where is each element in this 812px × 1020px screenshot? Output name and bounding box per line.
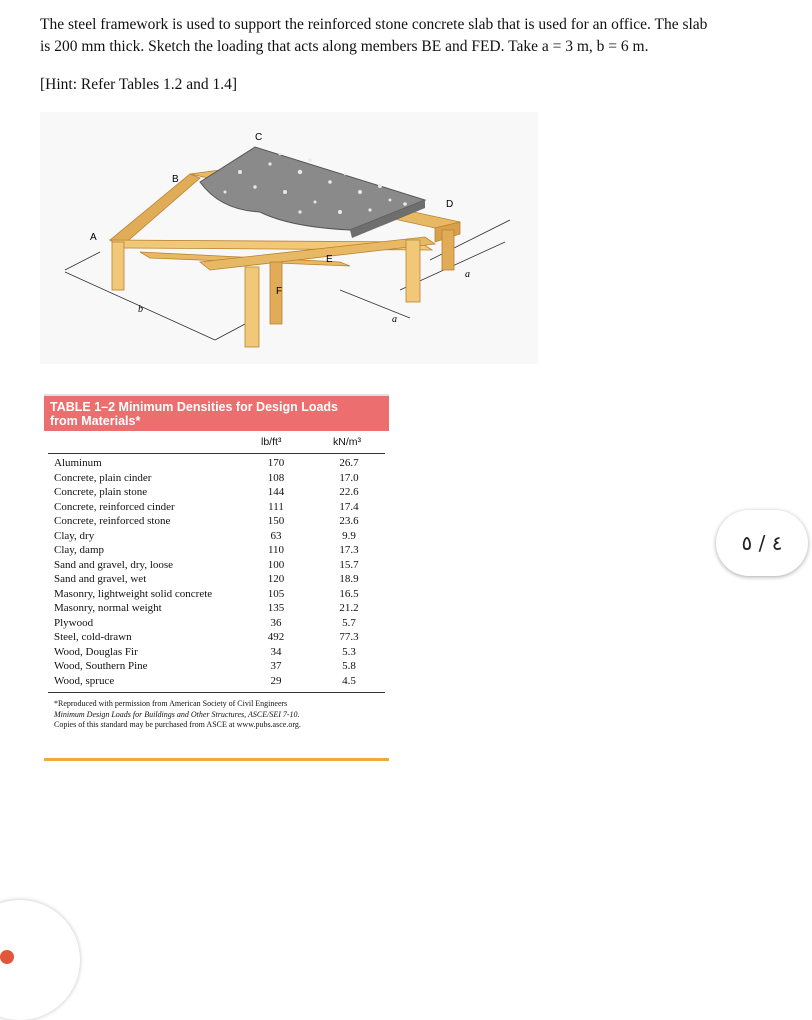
column-a [112, 242, 124, 290]
corner-indicator [0, 950, 14, 964]
row-lb: 150 [267, 515, 285, 527]
row-kn: 9.9 [342, 529, 356, 542]
col-header-lb: lb/ft³ [261, 436, 282, 448]
problem-statement [40, 14, 780, 58]
row-name: Masonry, lightweight solid concrete [54, 587, 213, 600]
row-lb: 108 [267, 471, 285, 484]
row-lb: 29 [270, 674, 282, 687]
row-lb: 105 [267, 587, 285, 600]
footnote-line-1: *Reproduced with permission from American Society of Civil Engineers [54, 699, 288, 708]
column-d [442, 230, 454, 270]
problem-line-1: The steel framework is used to support the reinforced stone concrete slab that is used for an office. The slab [40, 16, 708, 33]
framework-illustration [40, 112, 538, 364]
dim-ext-b1 [65, 252, 100, 270]
table-row [54, 616, 381, 631]
label-e: E [326, 254, 333, 265]
table-rows [54, 456, 381, 688]
row-name: Concrete, reinforced cinder [54, 500, 175, 513]
row-kn: 5.3 [342, 645, 356, 658]
framework-figure [40, 112, 538, 364]
row-lb: 492 [267, 631, 285, 643]
row-kn: 77.3 [339, 631, 359, 643]
row-kn: 5.7 [342, 616, 356, 629]
problem-line-2: is 200 mm thick. Sketch the loading that acts along members BE and FED. Take a = 3 m, b = 6 m. [40, 38, 649, 55]
row-lb: 144 [267, 486, 285, 498]
row-kn: 22.6 [339, 486, 359, 498]
table-column-headers [48, 431, 385, 454]
label-dim-a2: a [392, 314, 397, 325]
label-f: F [276, 286, 283, 297]
row-kn: 4.5 [342, 674, 356, 687]
table-row [54, 529, 381, 544]
row-lb: 135 [267, 602, 285, 614]
label-dim-a1: a [465, 269, 470, 280]
row-name: Wood, spruce [54, 674, 115, 687]
table-row [54, 630, 381, 645]
row-name: Concrete, reinforced stone [54, 515, 171, 527]
row-kn: 26.7 [339, 457, 359, 469]
table-title-line-2: from Materials* [50, 414, 141, 428]
label-d: D [446, 199, 454, 210]
row-name: Plywood [54, 616, 94, 629]
table-row [54, 674, 381, 689]
table-row [54, 543, 381, 558]
row-kn: 17.0 [339, 471, 359, 484]
column-front-left [245, 267, 259, 347]
label-b: B [172, 174, 179, 185]
row-lb: 111 [268, 500, 284, 513]
row-lb: 36 [270, 616, 282, 629]
table-row [54, 456, 381, 471]
row-kn: 16.5 [339, 587, 359, 600]
row-name: Steel, cold-drawn [54, 631, 132, 643]
row-name: Wood, Douglas Fir [54, 645, 138, 658]
row-lb: 63 [270, 529, 282, 542]
row-name: Sand and gravel, wet [54, 573, 147, 585]
table-title-line-1: TABLE 1–2 Minimum Densities for Design Loads [50, 400, 339, 414]
table-footnote [54, 699, 381, 731]
row-name: Concrete, plain stone [54, 486, 148, 498]
density-table [44, 394, 389, 761]
table-row [54, 500, 381, 515]
table-row [54, 645, 381, 660]
row-name: Wood, Southern Pine [54, 660, 148, 672]
row-name: Sand and gravel, dry, loose [54, 558, 174, 571]
table-divider [48, 692, 385, 693]
col-header-kn: kN/m³ [333, 436, 361, 448]
table-title [44, 394, 389, 431]
row-kn: 21.2 [339, 602, 359, 614]
table-row [54, 558, 381, 573]
table-row [54, 659, 381, 674]
row-name: Concrete, plain cinder [54, 471, 152, 484]
dim-ext-b2 [215, 324, 245, 340]
row-lb: 110 [267, 544, 285, 556]
row-name: Clay, damp [54, 544, 104, 556]
row-kn: 15.7 [339, 558, 359, 571]
label-a: A [90, 232, 97, 243]
hint-text: [Hint: Refer Tables 1.2 and 1.4] [40, 76, 238, 93]
dim-line-a1 [340, 290, 410, 318]
column-e [406, 240, 420, 302]
row-lb: 120 [267, 573, 285, 585]
row-kn: 5.8 [342, 660, 356, 672]
table-row [54, 471, 381, 486]
row-name: Aluminum [54, 457, 102, 469]
label-c: C [255, 132, 263, 143]
page-counter-badge[interactable]: ٤ / ٥ [716, 510, 808, 576]
row-lb: 170 [267, 457, 285, 469]
table-row [54, 514, 381, 529]
row-name: Clay, dry [54, 529, 95, 542]
row-lb: 100 [267, 558, 285, 571]
label-dim-b: b [138, 304, 143, 315]
row-kn: 17.4 [339, 500, 359, 513]
table-row [54, 572, 381, 587]
table-row [54, 485, 381, 500]
footnote-line-2: Minimum Design Loads for Buildings and Other Structures, ASCE/SEI 7-10. [54, 709, 300, 719]
row-lb: 37 [270, 660, 282, 672]
row-lb: 34 [270, 645, 282, 658]
row-name: Masonry, normal weight [54, 602, 162, 614]
row-kn: 18.9 [339, 573, 359, 585]
row-kn: 17.3 [339, 544, 359, 556]
table-row [54, 587, 381, 602]
footnote-line-3: Copies of this standard may be purchased from ASCE at www.pubs.asce.org. [54, 720, 301, 729]
table-row [54, 601, 381, 616]
row-kn: 23.6 [339, 515, 359, 527]
beam-left [110, 174, 200, 246]
